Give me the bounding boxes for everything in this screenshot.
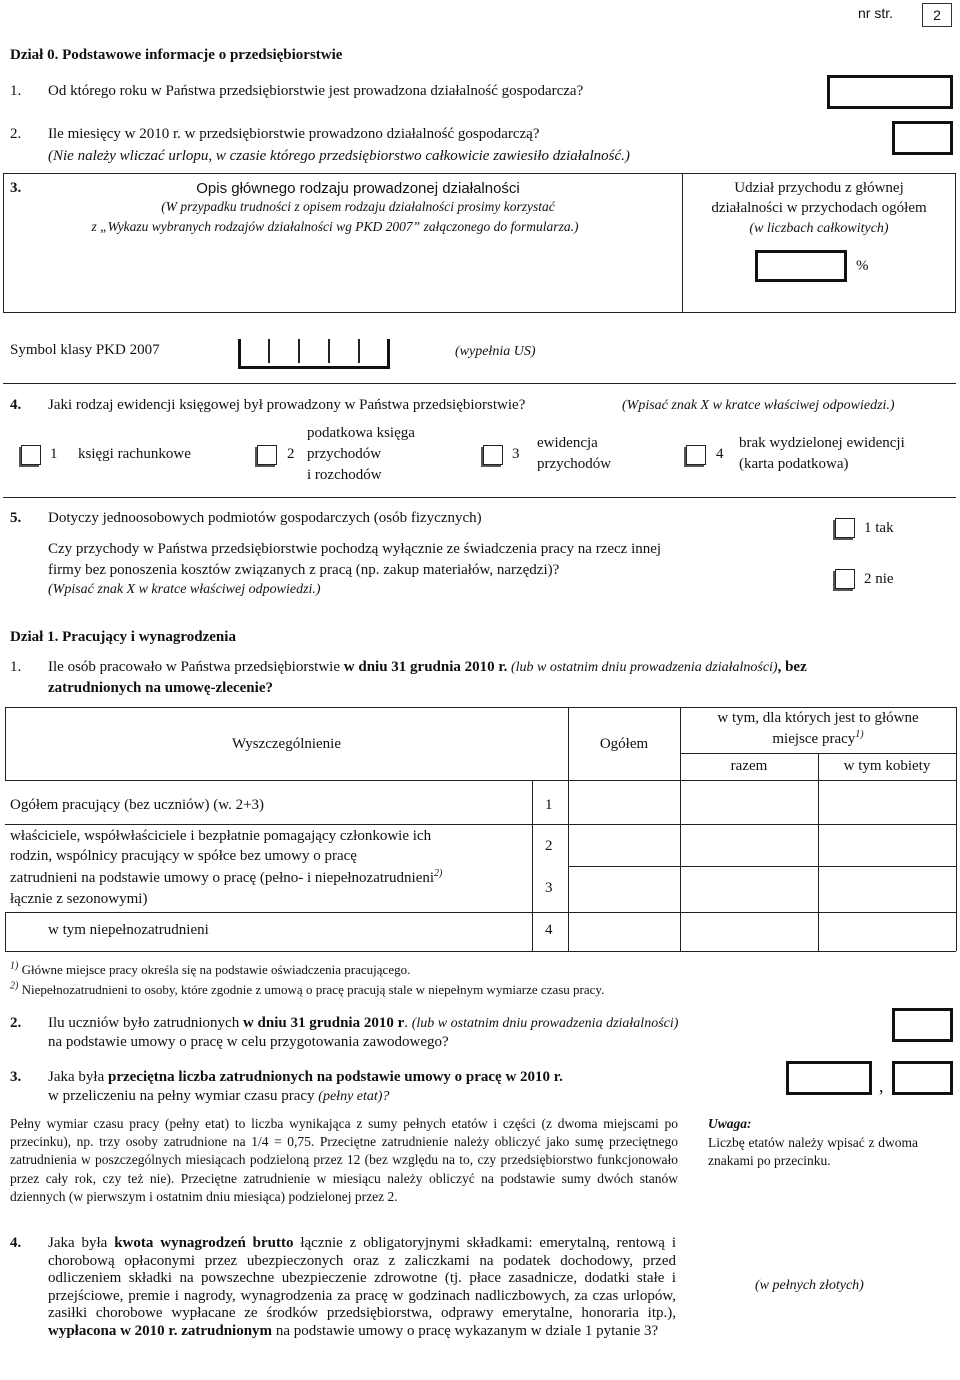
col-header-razem: razem xyxy=(730,758,768,774)
separator xyxy=(3,383,956,384)
table-row-4-num: 4 xyxy=(545,922,553,938)
q4-note: (Wpisać znak X w kratce właściwej odpowiedzi.) xyxy=(622,398,895,413)
q5-number: 5. xyxy=(10,510,22,526)
d1-q3-number: 3. xyxy=(10,1069,22,1085)
q1-year-field[interactable] xyxy=(827,75,953,109)
q3-title: Opis głównego rodzaju prowadzonej działalności xyxy=(196,180,520,197)
q5-no-checkbox[interactable] xyxy=(835,569,855,589)
footnote-2: $^{2)}$ Niepełnozatrudnieni to osoby, które zgodnie z umową o pracę pracują stale w niepełnym wymiarze czasu pracy. xyxy=(10,980,605,997)
q4-option3-checkbox[interactable] xyxy=(483,445,503,465)
q4-option3-label2: przychodów xyxy=(537,456,612,472)
q4-option4-label2: (karta podatkowa) xyxy=(739,456,849,472)
q4-option4-checkbox[interactable] xyxy=(686,445,706,465)
table-row-3-label1: zatrudnieni na podstawie umowy o pracę (pełno- i niepełnozatrudnieni$^{2)}$ xyxy=(10,868,443,886)
percent-sign: % xyxy=(856,258,869,274)
q4-number: 4. xyxy=(10,397,22,413)
d1-q4-text: Jaka była kwota wynagrodzeń brutto łącznie z obligatoryjnymi składkami: emerytalną, rentową i chorobową opłaconymi przez ubezpieczonych oraz z zaliczkami na podatek dochodowy, przed odliczeniem składki na powszechne ubezpieczenie zdrowotne (tj. płace zasadnicze, dodatki stałe i przejściowe, premie i nagrody, wynagrodzenia za pracę w godzinach nadliczbowych, za czas urlopów, zasiłki chorobowe wypłacane ze środków przedsiębiorstwa, odprawy emerytalne, honoraria itp.), wypłacona w 2010 r. zatrudnionym na podstawie umowy o pracę wykazanym w dziale 1 pytanie 3? xyxy=(48,1235,676,1339)
q2-text: Ile miesięcy w 2010 r. w przedsiębiorstwie prowadzono działalność gospodarczą? xyxy=(48,126,540,142)
q4-option2-label3: i rozchodów xyxy=(307,467,382,483)
d1-q3-text: Jaka była przeciętna liczba zatrudnionych na podstawie umowy o pracę w 2010 r. xyxy=(48,1069,563,1085)
d1-q2-field[interactable] xyxy=(892,1008,953,1042)
table-row-3-label2: łącznie z sezonowymi) xyxy=(10,891,148,907)
table-row-1-num: 1 xyxy=(545,797,553,813)
q4-option3-number: 3 xyxy=(512,446,520,462)
q4-option1-label: księgi rachunkowe xyxy=(78,446,191,462)
q3-note1: (W przypadku trudności z opisem rodzaju działalności prosimy korzystać xyxy=(161,199,555,214)
col-header-total: Ogółem xyxy=(599,736,649,752)
col-header-main2: miejsce pracy$^{1)}$ xyxy=(772,729,864,747)
d1-q2-number: 2. xyxy=(10,1015,22,1031)
q5-no-label: 2 nie xyxy=(864,571,894,587)
d1-q4-amount-field[interactable] xyxy=(700,1235,950,1275)
d1-q1-text2: zatrudnionych na umowę-zlecenie? xyxy=(48,680,273,696)
d1-q3-integer-field[interactable] xyxy=(786,1061,872,1095)
separator xyxy=(3,497,956,498)
footnote-1: $^{1)}$ Główne miejsce pracy określa się na podstawie oświadczenia pracującego. xyxy=(10,960,411,977)
q3-description-field[interactable] xyxy=(12,245,672,303)
q5-note: (Wpisać znak X w kratce właściwej odpowiedzi.) xyxy=(48,582,321,597)
q3-share-field[interactable] xyxy=(755,250,847,282)
col-header-main1: w tym, dla których jest to główne xyxy=(717,710,919,726)
q5-yes-label: 1 tak xyxy=(864,520,894,536)
d1-q4-unit: (w pełnych złotych) xyxy=(755,1278,864,1293)
table-row-3-num: 3 xyxy=(545,880,553,896)
d1-q4-number: 4. xyxy=(10,1235,22,1251)
q5-line1: Czy przychody w Państwa przedsiębiorstwie pochodzą wyłącznie ze świadczenia pracy na rzecz innej xyxy=(48,541,662,557)
q4-option2-checkbox[interactable] xyxy=(257,445,277,465)
d1-q3-decimal-field[interactable] xyxy=(892,1061,953,1095)
q4-option4-number: 4 xyxy=(716,446,724,462)
q4-option2-number: 2 xyxy=(287,446,295,462)
pkd-code-field[interactable] xyxy=(238,339,390,369)
d1-q1-number: 1. xyxy=(10,659,22,675)
q4-option2-label1: podatkowa księga xyxy=(307,425,415,441)
d1-q2-text2: na podstawie umowy o pracę w celu przygotowania zawodowego? xyxy=(48,1034,449,1050)
col-header-kobiety: w tym kobiety xyxy=(843,758,931,774)
uwaga-title: Uwaga: xyxy=(708,1116,752,1131)
table-row-2-num: 2 xyxy=(545,838,553,854)
table-row-2-label1: właściciele, współwłaściciele i bezpłatnie pomagający członkowie ich xyxy=(10,828,432,844)
q2-number: 2. xyxy=(10,126,22,142)
q1-number: 1. xyxy=(10,83,22,99)
q4-option1-checkbox[interactable] xyxy=(21,445,41,465)
pkd-label: Symbol klasy PKD 2007 xyxy=(10,342,160,358)
page-number-label: nr str. xyxy=(858,5,894,21)
q4-text: Jaki rodzaj ewidencji księgowej był prowadzony w Państwa przedsiębiorstwie? xyxy=(48,397,526,413)
q1-text: Od którego roku w Państwa przedsiębiorstwie jest prowadzona działalność gospodarcza? xyxy=(48,83,584,99)
table-row-1-label: Ogółem pracujący (bez uczniów) (w. 2+3) xyxy=(10,797,265,813)
d1-q3-explanation: Pełny wymiar czasu pracy (pełny etat) to liczba wynikająca z sumy pełnych etatów i części (z dwoma miejscami po przecinku), np. trzy osoby zatrudnione na 1/4 = 0,75. Przeciętne zatrudnienie należy obliczyć jako sumę przeciętnego zatrudnienia w poszczególnych miesiącach podzieloną przez 12 (bez względu na to, czy przedsiębiorstwo funkcjonowało przez cały rok, czy też nie). Przeciętne zatrudnienie w miesiącu należy obliczyć na podstawie sumy dwóch stanów dziennych (w pierwszym i ostatnim dniu miesiąca) podzielonej przez 2. xyxy=(10,1116,678,1204)
col-header-desc: Wyszczególnienie xyxy=(231,736,342,752)
section-title-dzial1: Dział 1. Pracujący i wynagrodzenia xyxy=(10,629,236,645)
q3-share-title2: działalności w przychodach ogółem xyxy=(711,200,927,216)
q3-divider xyxy=(682,173,683,313)
q5-title: Dotyczy jednoosobowych podmiotów gospodarczych (osób fizycznych) xyxy=(48,510,482,526)
decimal-comma: , xyxy=(879,1076,884,1096)
d1-q3-text2: w przeliczeniu na pełny wymiar czasu pracy (pełny etat)? xyxy=(48,1088,390,1104)
page-number: 2 xyxy=(922,3,952,27)
d1-q1-text: Ile osób pracowało w Państwa przedsiębiorstwie w dniu 31 grudnia 2010 r. (lub w ostatnim dniu prowadzenia działalności), bez xyxy=(48,659,807,675)
q2-months-field[interactable] xyxy=(892,121,953,155)
q5-yes-checkbox[interactable] xyxy=(835,518,855,538)
table-row-2-label2: rodzin, wspólnicy pracujący w spółce bez umowy o pracę xyxy=(10,848,357,864)
uwaga-text: Liczbę etatów należy wpisać z dwoma znakami po przecinku. xyxy=(708,1135,918,1169)
q4-option1-number: 1 xyxy=(50,446,58,462)
q4-option2-label2: przychodów xyxy=(307,446,382,462)
d1-q2-text: Ilu uczniów było zatrudnionych w dniu 31 grudnia 2010 r. (lub w ostatnim dniu prowadzenia działalności) xyxy=(48,1015,679,1031)
section-title-dzial0: Dział 0. Podstawowe informacje o przedsiębiorstwie xyxy=(10,47,343,63)
q3-note2: z „Wykazu wybranych rodzajów działalności wg PKD 2007” załączonego do formularza.) xyxy=(91,219,579,234)
q4-option4-label1: brak wydzielonej ewidencji xyxy=(739,435,905,451)
q3-number: 3. xyxy=(10,180,22,196)
q2-note: (Nie należy wliczać urlopu, w czasie którego przedsiębiorstwo całkowicie zawiesiło działalność.) xyxy=(48,148,630,164)
table-row-4-label: w tym niepełnozatrudnieni xyxy=(48,922,209,938)
q3-share-title1: Udział przychodu z głównej xyxy=(734,180,904,196)
q5-line2: firmy bez ponoszenia kosztów związanych z pracą (np. zakup materiałów, narzędzi)? xyxy=(48,562,560,578)
q4-option3-label1: ewidencja xyxy=(537,435,598,451)
pkd-note: (wypełnia US) xyxy=(455,344,536,359)
q3-share-note: (w liczbach całkowitych) xyxy=(749,221,889,236)
